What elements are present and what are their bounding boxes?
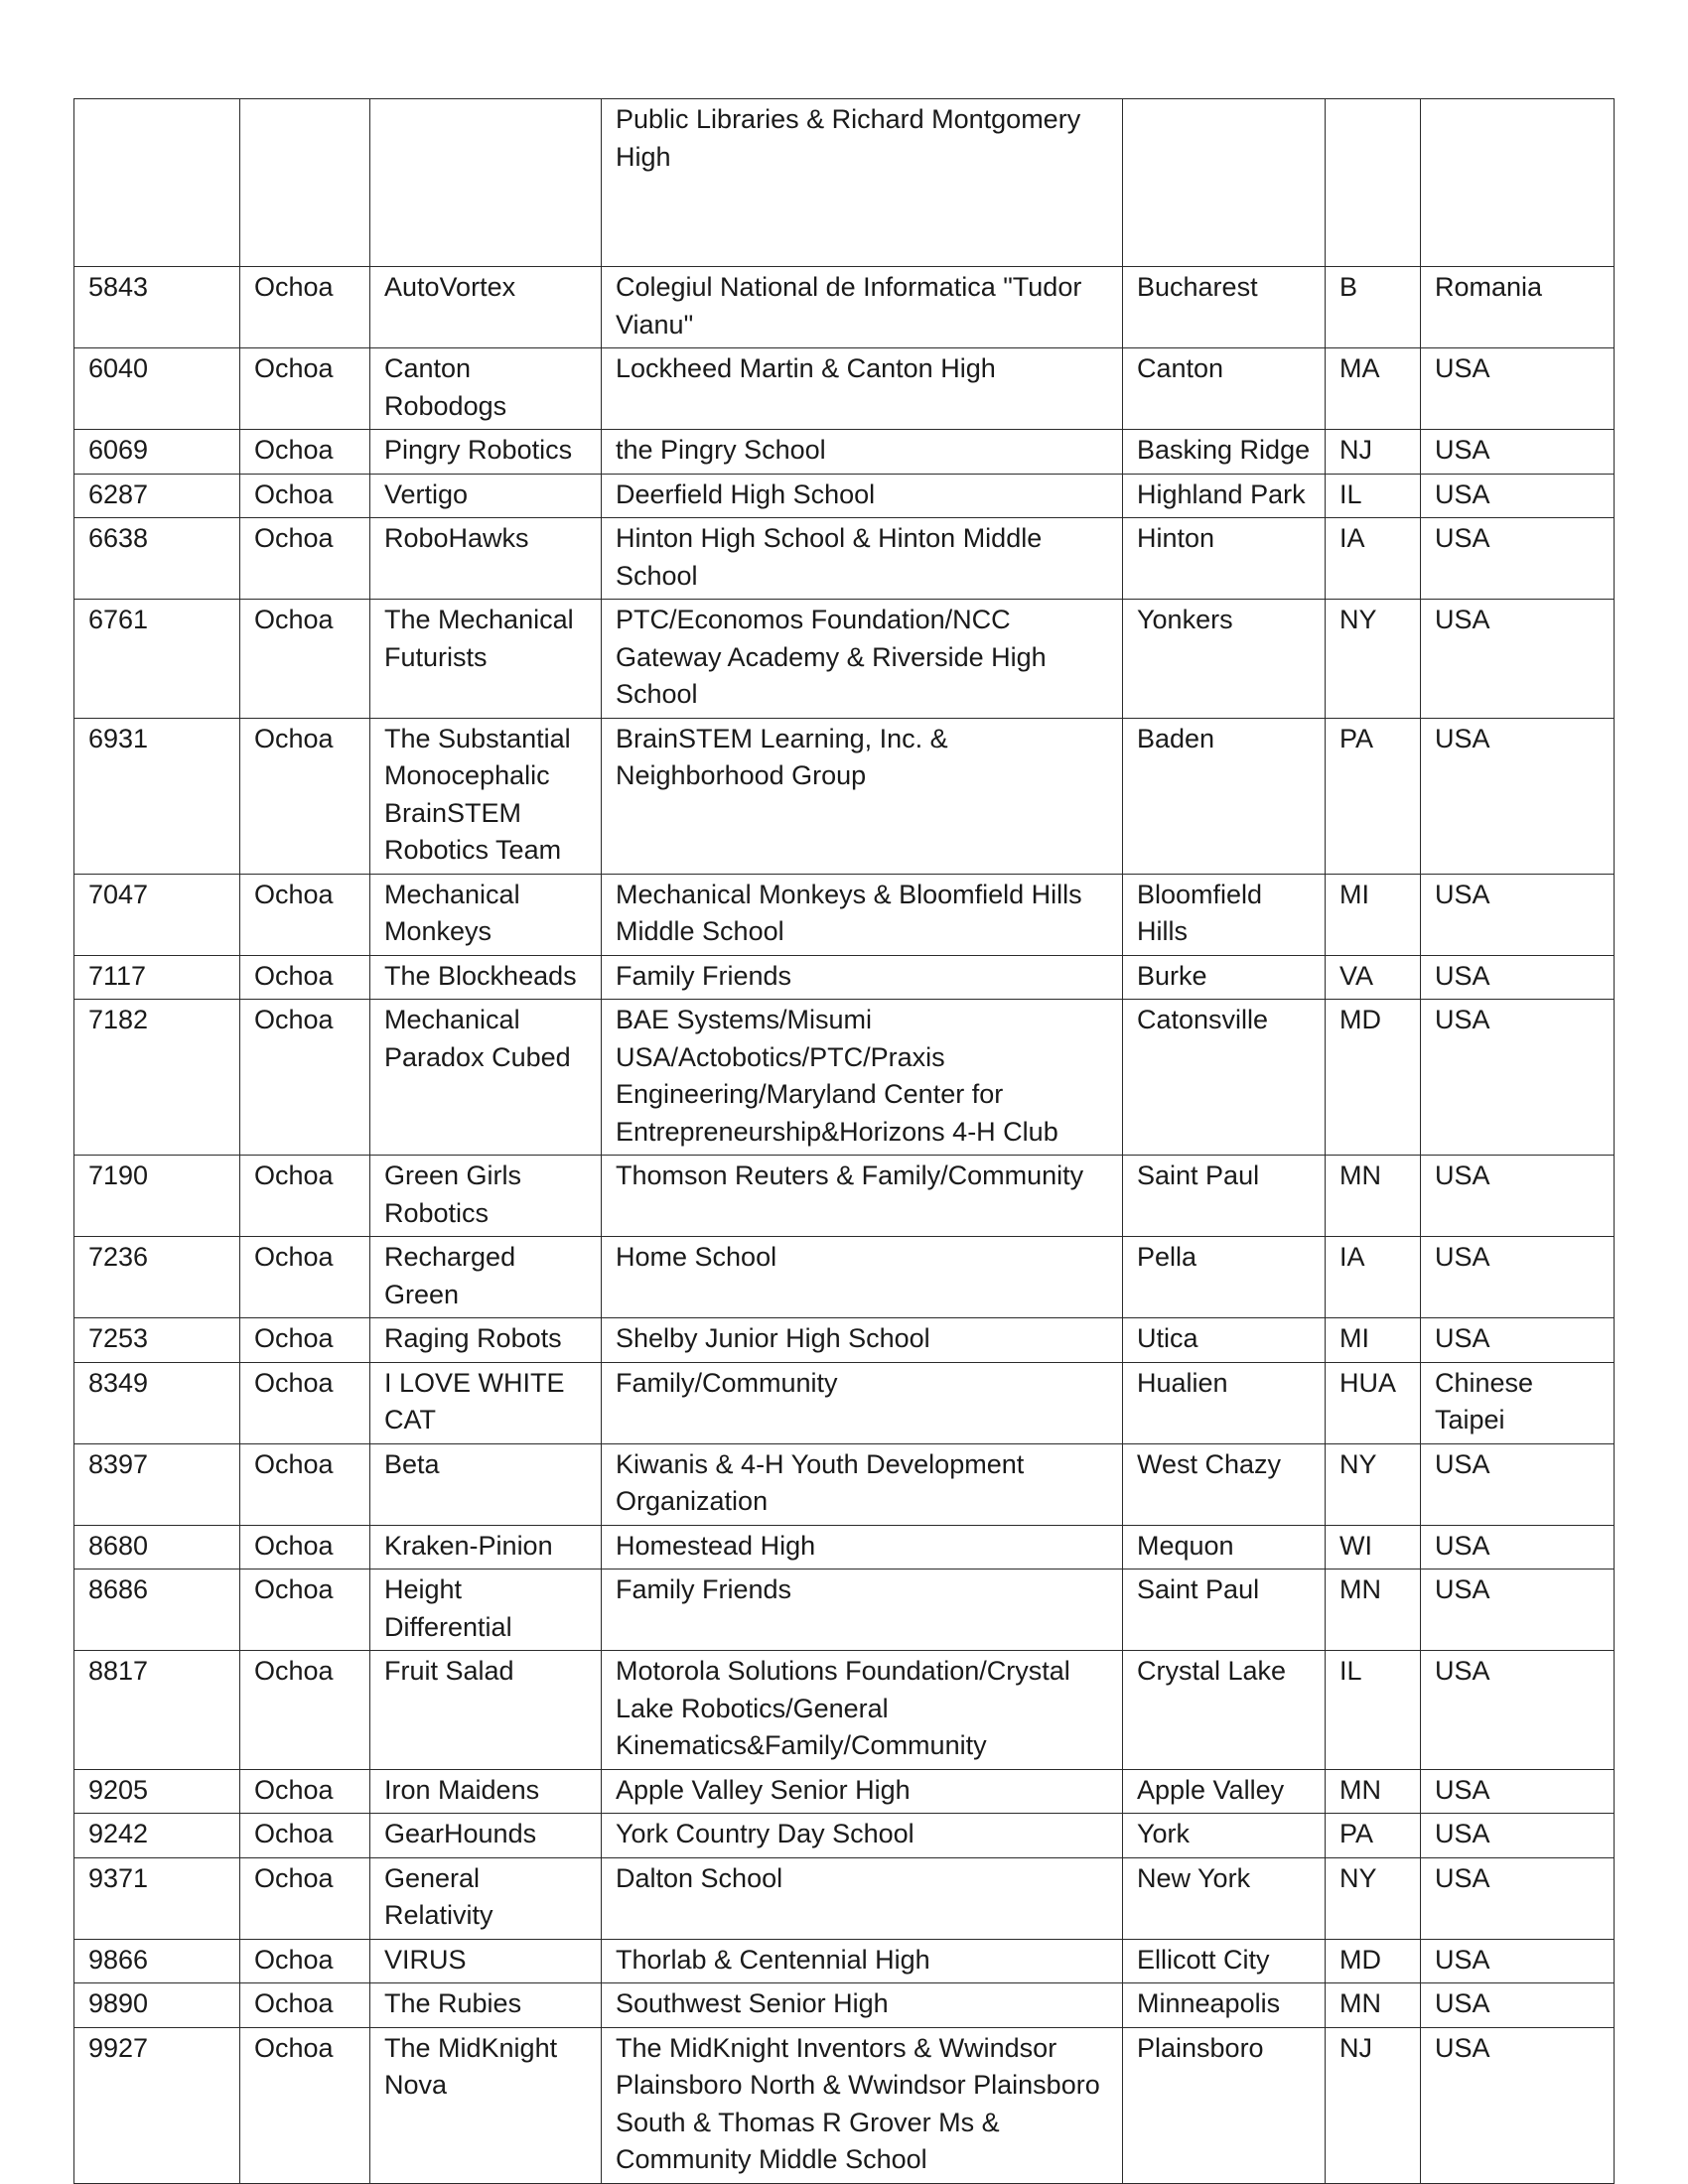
table-row <box>74 1318 1615 1363</box>
sponsor-cell: Colegiul National de Informatica "Tudor Vianu" <box>602 267 1123 348</box>
table-row <box>74 474 1615 518</box>
team-number-cell: 6638 <box>74 518 240 600</box>
state-cell: MN <box>1326 1156 1421 1237</box>
state-cell: MI <box>1326 1318 1421 1363</box>
city-cell: New York <box>1123 1857 1326 1939</box>
region-cell: Ochoa <box>240 955 370 1000</box>
city-cell: Burke <box>1123 955 1326 1000</box>
country-cell: USA <box>1421 474 1615 518</box>
state-cell: NJ <box>1326 430 1421 475</box>
city-cell: Catonsville <box>1123 1000 1326 1156</box>
team-name-cell: RoboHawks <box>370 518 602 600</box>
team-number-cell: 8397 <box>74 1443 240 1525</box>
table-row <box>74 1651 1615 1770</box>
sponsor-cell: Thomson Reuters & Family/Community <box>602 1156 1123 1237</box>
table-row <box>74 1814 1615 1858</box>
region-cell: Ochoa <box>240 1814 370 1858</box>
country-cell: USA <box>1421 874 1615 955</box>
city-cell: Hinton <box>1123 518 1326 600</box>
table-row <box>74 1570 1615 1651</box>
region-cell: Ochoa <box>240 2027 370 2183</box>
team-name-cell: VIRUS <box>370 1939 602 1983</box>
region-cell: Ochoa <box>240 1651 370 1770</box>
team-number-cell: 7117 <box>74 955 240 1000</box>
team-number-cell: 7253 <box>74 1318 240 1363</box>
table-row <box>74 1443 1615 1525</box>
state-cell: NY <box>1326 600 1421 719</box>
table-row <box>74 267 1615 348</box>
state-cell: MN <box>1326 1983 1421 2028</box>
region-cell: Ochoa <box>240 1362 370 1443</box>
region-cell: Ochoa <box>240 1237 370 1318</box>
country-cell: USA <box>1421 1443 1615 1525</box>
table-row <box>74 955 1615 1000</box>
region-cell: Ochoa <box>240 600 370 719</box>
sponsor-cell: PTC/Economos Foundation/NCC Gateway Academy & Riverside High School <box>602 600 1123 719</box>
team-name-cell: Fruit Salad <box>370 1651 602 1770</box>
team-number-cell: 8680 <box>74 1525 240 1570</box>
table-row <box>74 600 1615 719</box>
city-cell: Highland Park <box>1123 474 1326 518</box>
team-number-cell: 6069 <box>74 430 240 475</box>
team-name-cell: General Relativity <box>370 1857 602 1939</box>
country-cell: USA <box>1421 955 1615 1000</box>
sponsor-cell: Mechanical Monkeys & Bloomfield Hills Middle School <box>602 874 1123 955</box>
team-name-cell: Mechanical Paradox Cubed <box>370 1000 602 1156</box>
region-cell: Ochoa <box>240 1769 370 1814</box>
region-cell: Ochoa <box>240 1525 370 1570</box>
city-cell <box>1123 99 1326 267</box>
team-name-cell: The Rubies <box>370 1983 602 2028</box>
country-cell: USA <box>1421 1651 1615 1770</box>
city-cell: Basking Ridge <box>1123 430 1326 475</box>
state-cell: MN <box>1326 1570 1421 1651</box>
state-cell: IL <box>1326 1651 1421 1770</box>
state-cell: B <box>1326 267 1421 348</box>
state-cell: NY <box>1326 1443 1421 1525</box>
table-row <box>74 1237 1615 1318</box>
sponsor-cell: Shelby Junior High School <box>602 1318 1123 1363</box>
sponsor-cell: BrainSTEM Learning, Inc. & Neighborhood Group <box>602 718 1123 874</box>
state-cell: VA <box>1326 955 1421 1000</box>
team-number-cell: 9927 <box>74 2027 240 2183</box>
region-cell: Ochoa <box>240 1156 370 1237</box>
table-row <box>74 430 1615 475</box>
country-cell: USA <box>1421 1983 1615 2028</box>
region-cell: Ochoa <box>240 1570 370 1651</box>
sponsor-cell: Motorola Solutions Foundation/Crystal Lake Robotics/General Kinematics&Family/Community <box>602 1651 1123 1770</box>
country-cell: USA <box>1421 1570 1615 1651</box>
team-number-cell: 8817 <box>74 1651 240 1770</box>
table-row <box>74 1525 1615 1570</box>
state-cell: HUA <box>1326 1362 1421 1443</box>
table-row <box>74 1000 1615 1156</box>
team-number-cell: 6287 <box>74 474 240 518</box>
region-cell: Ochoa <box>240 1857 370 1939</box>
team-number-cell: 9371 <box>74 1857 240 1939</box>
region-cell: Ochoa <box>240 1983 370 2028</box>
country-cell <box>1421 99 1615 267</box>
city-cell: Mequon <box>1123 1525 1326 1570</box>
sponsor-cell: Dalton School <box>602 1857 1123 1939</box>
team-number-cell <box>74 99 240 267</box>
sponsor-cell: Hinton High School & Hinton Middle School <box>602 518 1123 600</box>
team-name-cell <box>370 99 602 267</box>
country-cell: Romania <box>1421 267 1615 348</box>
sponsor-cell: Kiwanis & 4-H Youth Development Organization <box>602 1443 1123 1525</box>
team-name-cell: Recharged Green <box>370 1237 602 1318</box>
team-name-cell: Raging Robots <box>370 1318 602 1363</box>
team-number-cell: 9866 <box>74 1939 240 1983</box>
team-number-cell: 6761 <box>74 600 240 719</box>
region-cell: Ochoa <box>240 718 370 874</box>
city-cell: Plainsboro <box>1123 2027 1326 2183</box>
team-name-cell: Mechanical Monkeys <box>370 874 602 955</box>
sponsor-cell: York Country Day School <box>602 1814 1123 1858</box>
city-cell: Canton <box>1123 348 1326 430</box>
sponsor-cell: Thorlab & Centennial High <box>602 1939 1123 1983</box>
team-name-cell: Green Girls Robotics <box>370 1156 602 1237</box>
team-number-cell: 7190 <box>74 1156 240 1237</box>
country-cell: USA <box>1421 518 1615 600</box>
country-cell: USA <box>1421 600 1615 719</box>
region-cell <box>240 99 370 267</box>
country-cell: USA <box>1421 1939 1615 1983</box>
teams-table <box>73 98 1615 2184</box>
city-cell: West Chazy <box>1123 1443 1326 1525</box>
team-name-cell: Pingry Robotics <box>370 430 602 475</box>
region-cell: Ochoa <box>240 348 370 430</box>
country-cell: USA <box>1421 1525 1615 1570</box>
team-name-cell: The Substantial Monocephalic BrainSTEM Robotics Team <box>370 718 602 874</box>
country-cell: USA <box>1421 1156 1615 1237</box>
state-cell: IL <box>1326 474 1421 518</box>
table-row <box>74 1857 1615 1939</box>
country-cell: Chinese Taipei <box>1421 1362 1615 1443</box>
sponsor-cell: Lockheed Martin & Canton High <box>602 348 1123 430</box>
table-body <box>74 99 1615 2184</box>
city-cell: Pella <box>1123 1237 1326 1318</box>
region-cell: Ochoa <box>240 1000 370 1156</box>
sponsor-cell: Family Friends <box>602 955 1123 1000</box>
country-cell: USA <box>1421 2027 1615 2183</box>
country-cell: USA <box>1421 430 1615 475</box>
sponsor-cell: Southwest Senior High <box>602 1983 1123 2028</box>
team-name-cell: GearHounds <box>370 1814 602 1858</box>
city-cell: Saint Paul <box>1123 1570 1326 1651</box>
team-number-cell: 9242 <box>74 1814 240 1858</box>
sponsor-cell: Homestead High <box>602 1525 1123 1570</box>
team-number-cell: 7182 <box>74 1000 240 1156</box>
team-name-cell: Kraken-Pinion <box>370 1525 602 1570</box>
city-cell: Minneapolis <box>1123 1983 1326 2028</box>
table-row <box>74 518 1615 600</box>
region-cell: Ochoa <box>240 430 370 475</box>
state-cell <box>1326 99 1421 267</box>
country-cell: USA <box>1421 1769 1615 1814</box>
team-number-cell: 9890 <box>74 1983 240 2028</box>
state-cell: NY <box>1326 1857 1421 1939</box>
team-name-cell: The Mechanical Futurists <box>370 600 602 719</box>
table-row <box>74 874 1615 955</box>
city-cell: Bucharest <box>1123 267 1326 348</box>
team-number-cell: 8686 <box>74 1570 240 1651</box>
state-cell: WI <box>1326 1525 1421 1570</box>
team-name-cell: AutoVortex <box>370 267 602 348</box>
team-name-cell: Vertigo <box>370 474 602 518</box>
city-cell: Apple Valley <box>1123 1769 1326 1814</box>
team-number-cell: 7236 <box>74 1237 240 1318</box>
country-cell: USA <box>1421 1814 1615 1858</box>
table-row <box>74 718 1615 874</box>
city-cell: Ellicott City <box>1123 1939 1326 1983</box>
sponsor-cell: Family/Community <box>602 1362 1123 1443</box>
state-cell: IA <box>1326 518 1421 600</box>
table-row <box>74 348 1615 430</box>
table-row <box>74 1983 1615 2028</box>
city-cell: Crystal Lake <box>1123 1651 1326 1770</box>
city-cell: Utica <box>1123 1318 1326 1363</box>
sponsor-cell: Public Libraries & Richard Montgomery High <box>602 99 1123 267</box>
team-name-cell: Beta <box>370 1443 602 1525</box>
state-cell: MD <box>1326 1000 1421 1156</box>
region-cell: Ochoa <box>240 874 370 955</box>
team-number-cell: 9205 <box>74 1769 240 1814</box>
team-name-cell: Iron Maidens <box>370 1769 602 1814</box>
state-cell: MN <box>1326 1769 1421 1814</box>
sponsor-cell: BAE Systems/Misumi USA/Actobotics/PTC/Praxis Engineering/Maryland Center for Entrepreneurship&Horizons 4-H Club <box>602 1000 1123 1156</box>
team-number-cell: 6931 <box>74 718 240 874</box>
team-number-cell: 8349 <box>74 1362 240 1443</box>
team-name-cell: The MidKnight Nova <box>370 2027 602 2183</box>
country-cell: USA <box>1421 1000 1615 1156</box>
region-cell: Ochoa <box>240 1939 370 1983</box>
table-row <box>74 1156 1615 1237</box>
team-name-cell: Canton Robodogs <box>370 348 602 430</box>
city-cell: Saint Paul <box>1123 1156 1326 1237</box>
country-cell: USA <box>1421 1237 1615 1318</box>
region-cell: Ochoa <box>240 267 370 348</box>
sponsor-cell: Home School <box>602 1237 1123 1318</box>
state-cell: PA <box>1326 718 1421 874</box>
region-cell: Ochoa <box>240 1443 370 1525</box>
sponsor-cell: Family Friends <box>602 1570 1123 1651</box>
team-number-cell: 6040 <box>74 348 240 430</box>
sponsor-cell: Deerfield High School <box>602 474 1123 518</box>
city-cell: Baden <box>1123 718 1326 874</box>
team-number-cell: 7047 <box>74 874 240 955</box>
country-cell: USA <box>1421 348 1615 430</box>
sponsor-cell: The MidKnight Inventors & Wwindsor Plainsboro North & Wwindsor Plainsboro South & Thomas R Grover Ms & Community Middle School <box>602 2027 1123 2183</box>
team-name-cell: I LOVE WHITE CAT <box>370 1362 602 1443</box>
table-row <box>74 1769 1615 1814</box>
region-cell: Ochoa <box>240 474 370 518</box>
table-row <box>74 2027 1615 2183</box>
table-row <box>74 1362 1615 1443</box>
city-cell: Yonkers <box>1123 600 1326 719</box>
country-cell: USA <box>1421 718 1615 874</box>
region-cell: Ochoa <box>240 518 370 600</box>
table-row <box>74 99 1615 267</box>
city-cell: Bloomfield Hills <box>1123 874 1326 955</box>
city-cell: Hualien <box>1123 1362 1326 1443</box>
state-cell: PA <box>1326 1814 1421 1858</box>
sponsor-cell: the Pingry School <box>602 430 1123 475</box>
state-cell: MD <box>1326 1939 1421 1983</box>
state-cell: MA <box>1326 348 1421 430</box>
table-row <box>74 1939 1615 1983</box>
team-name-cell: The Blockheads <box>370 955 602 1000</box>
team-name-cell: Height Differential <box>370 1570 602 1651</box>
region-cell: Ochoa <box>240 1318 370 1363</box>
state-cell: NJ <box>1326 2027 1421 2183</box>
state-cell: MI <box>1326 874 1421 955</box>
country-cell: USA <box>1421 1318 1615 1363</box>
country-cell: USA <box>1421 1857 1615 1939</box>
sponsor-cell: Apple Valley Senior High <box>602 1769 1123 1814</box>
team-number-cell: 5843 <box>74 267 240 348</box>
city-cell: York <box>1123 1814 1326 1858</box>
state-cell: IA <box>1326 1237 1421 1318</box>
